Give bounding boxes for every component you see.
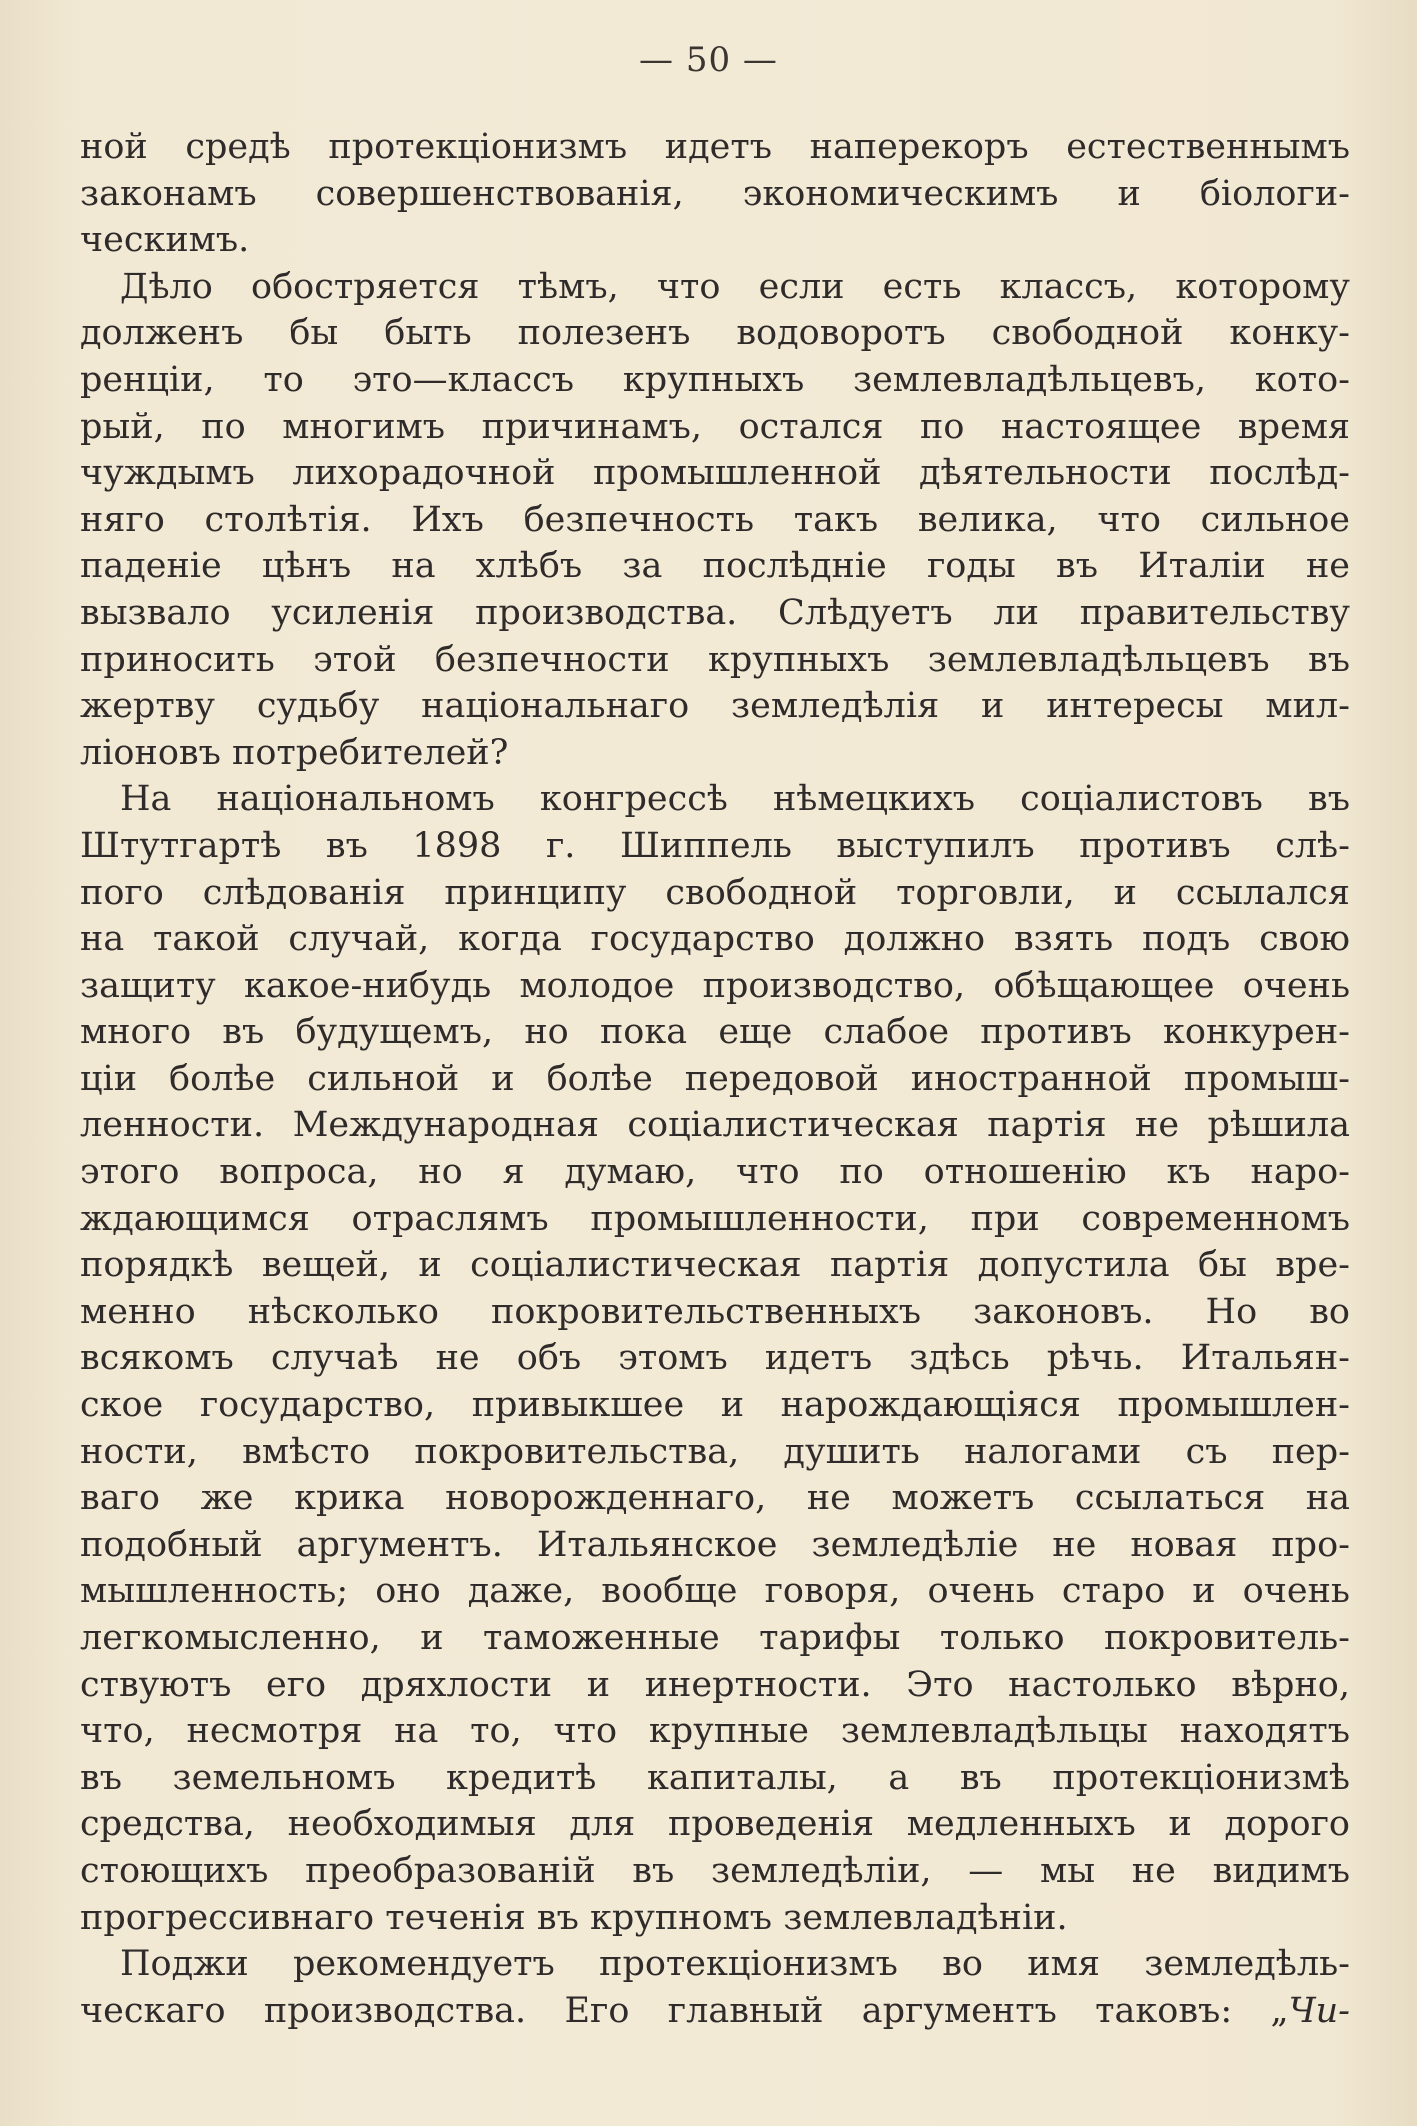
text-line: законамъ совершенствованія, экономическимъ и біологи- — [80, 173, 1350, 214]
text-line: долженъ бы быть полезенъ водоворотъ свободной конку- — [80, 313, 1350, 354]
text-line: стоющихъ преобразованій въ земледѣліи, — мы не видимъ — [80, 1850, 1350, 1891]
text-line: ности, вмѣсто покровительства, душить налогами съ пер- — [80, 1431, 1350, 1472]
text-line: ческимъ. — [80, 220, 250, 261]
text-line: всякомъ случаѣ не объ этомъ идетъ здѣсь рѣчь. Итальян- — [80, 1338, 1350, 1379]
text-line: ціи болѣе сильной и болѣе передовой иностранной промыш- — [80, 1058, 1350, 1099]
text-line: ваго же крика новорожденнаго, не можетъ ссылаться на — [80, 1478, 1350, 1519]
text-line: прогрессивнаго теченія въ крупномъ землевладѣніи. — [80, 1897, 1068, 1938]
text-line: ліоновъ потребителей? — [80, 732, 509, 773]
text-line: ленности. Международная соціалистическая партія не рѣшила — [80, 1105, 1350, 1146]
text-line: этого вопроса, но я думаю, что по отношенію къ наро- — [80, 1152, 1350, 1193]
text-line: рый, по многимъ причинамъ, остался по настоящее время — [80, 406, 1350, 447]
text-line: въ земельномъ кредитѣ капиталы, а въ протекціонизмѣ — [80, 1757, 1350, 1798]
text-line: няго столѣтія. Ихъ безпечность такъ велика, что сильное — [80, 499, 1350, 540]
text-line: защиту какое-нибудь молодое производство, обѣщающее очень — [80, 965, 1350, 1006]
paragraph-start-line: На національномъ конгрессѣ нѣмецкихъ соціалистовъ въ — [120, 779, 1350, 820]
text-line: жертву судьбу національнаго земледѣлія и интересы мил- — [80, 686, 1350, 727]
text-line: Штутгартѣ въ 1898 г. Шиппель выступилъ противъ слѣ- — [80, 825, 1350, 866]
text-line: ждающимся отраслямъ промышленности, при современномъ — [80, 1198, 1350, 1239]
text-line: ренціи, то это—классъ крупныхъ землевладѣльцевъ, кото- — [80, 359, 1350, 400]
text-line: приносить этой безпечности крупныхъ землевладѣльцевъ въ — [80, 639, 1350, 680]
text-line: ское государство, привыкшее и нарождающіяся промышлен- — [80, 1385, 1350, 1426]
text-fragment: ческаго производства. Его главный аргументъ таковъ: „ — [80, 1990, 1289, 2031]
text-line: паденіе цѣнъ на хлѣбъ за послѣдніе годы въ Италіи не — [80, 546, 1350, 587]
text-line: много въ будущемъ, но пока еще слабое противъ конкурен- — [80, 1012, 1350, 1053]
text-line: на такой случай, когда государство должно взять подъ свою — [80, 919, 1350, 960]
paragraph-start-line: Поджи рекомендуетъ протекціонизмъ во имя земледѣль- — [120, 1944, 1350, 1985]
text-line — [80, 1988, 1350, 2035]
text-line: ствуютъ его дряхлости и инертности. Это настолько вѣрно, — [80, 1664, 1350, 1705]
text-line: подобный аргументъ. Итальянское земледѣліе не новая про- — [80, 1524, 1350, 1565]
page-number: — 50 — — [639, 40, 778, 80]
text-line: средства, необходимыя для проведенія медленныхъ и дорого — [80, 1804, 1350, 1845]
text-line: легкомысленно, и таможенные тарифы только покровитель- — [80, 1618, 1350, 1658]
text-line: ной средѣ протекціонизмъ идетъ наперекоръ естественнымъ — [80, 127, 1350, 167]
text-line: чуждымъ лихорадочной промышленной дѣятельности послѣд- — [80, 453, 1350, 494]
text-line: пого слѣдованія принципу свободной торговли, и ссылался — [80, 872, 1350, 913]
text-line: порядкѣ вещей, и соціалистическая партія допустила бы вре- — [80, 1245, 1350, 1286]
text-line: вызвало усиленія производства. Слѣдуетъ ли правительству — [80, 592, 1350, 633]
body-text — [80, 124, 1350, 2034]
text-line: менно нѣсколько покровительственныхъ законовъ. Но во — [80, 1291, 1350, 1332]
text-line: что, несмотря на то, что крупные землевладѣльцы находятъ — [80, 1711, 1350, 1752]
italic-fragment: Чи- — [1288, 1990, 1350, 2031]
text-line: мышленность; оно даже, вообще говоря, очень старо и очень — [80, 1571, 1350, 1612]
paragraph-start-line: Дѣло обостряется тѣмъ, что если есть классъ, которому — [120, 266, 1350, 307]
